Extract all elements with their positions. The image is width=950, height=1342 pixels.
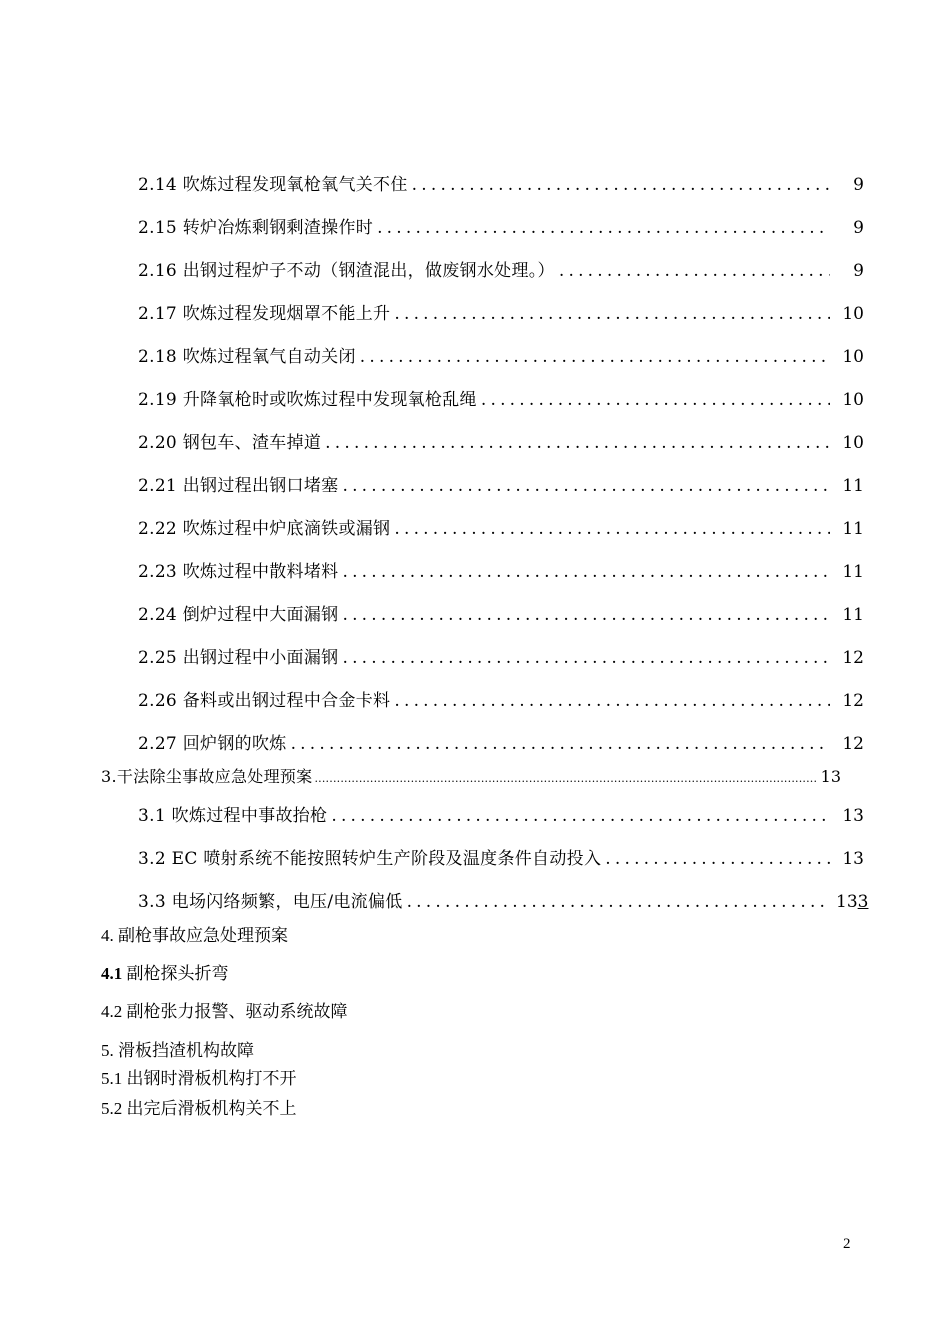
toc-leader-dots [342, 648, 830, 668]
toc-entry-label: 2.23 吹炼过程中散料堵料 [138, 562, 339, 582]
section-4-item-2: 4.2 副枪张力报警、驱动系统故障 [101, 1002, 348, 1021]
toc-entry-page: 12 [842, 691, 864, 711]
page-number: 2 [843, 1236, 851, 1252]
toc-entry-label: 3.1 吹炼过程中事故抬枪 [138, 806, 328, 826]
toc-entry-label: 2.19 升降氧枪时或吹炼过程中发现氧枪乱绳 [138, 390, 477, 410]
toc-entry[interactable] [138, 729, 864, 754]
toc-entry-page: 10 [842, 433, 864, 453]
toc-leader-dots [342, 605, 830, 625]
toc-entry[interactable] [138, 342, 864, 367]
toc-leader-dots [605, 849, 830, 869]
toc-section-page: 13 [820, 767, 841, 786]
toc-entry-page: 9 [853, 175, 864, 195]
toc-entry[interactable] [138, 213, 864, 238]
toc-leader-dots [407, 892, 830, 912]
toc-leader-dots [377, 218, 830, 238]
toc-entry[interactable] [138, 801, 864, 826]
toc-entry-label: 2.20 钢包车、渣车掉道 [138, 433, 322, 453]
toc-leader-dots [394, 304, 830, 324]
toc-entry-label: 2.21 出钢过程出钢口堵塞 [138, 476, 339, 496]
toc-entry[interactable] [138, 471, 864, 496]
section-4-item-1-num: 4.1 [101, 964, 123, 983]
toc-entry-label: 2.17 吹炼过程发现烟罩不能上升 [138, 304, 391, 324]
toc-section-label: 3.干法除尘事故应急处理预案 [101, 767, 313, 786]
toc-leader-dots [360, 347, 830, 367]
toc-leader-dots [481, 390, 830, 410]
toc-entry[interactable] [138, 557, 864, 582]
toc-entry[interactable] [138, 643, 864, 668]
toc-entry-page: 11 [842, 476, 864, 496]
section-5-item-1: 5.1 出钢时滑板机构打不开 [101, 1069, 297, 1088]
section-4-title: 4. 副枪事故应急处理预案 [101, 926, 288, 945]
toc-entry-page-extra: 3 [857, 892, 869, 912]
toc-entry-page: 12 [842, 734, 864, 754]
toc-entry-page: 11 [842, 605, 864, 625]
toc-entry[interactable] [138, 600, 864, 625]
toc-leader-dots [291, 734, 830, 754]
toc-entry[interactable] [138, 256, 864, 281]
toc-entry-label: 2.22 吹炼过程中炉底滴铁或漏钢 [138, 519, 391, 539]
toc-entry[interactable] [138, 299, 864, 324]
toc-entry-page: 11 [842, 562, 864, 582]
section-4-item-1-text: 副枪探头折弯 [122, 964, 229, 983]
toc-entry-page: 9 [853, 218, 864, 238]
toc-entry-label: 3.3 电场闪络频繁，电压/电流偏低 [138, 892, 403, 912]
toc-entry-label: 2.24 倒炉过程中大面漏钢 [138, 605, 339, 625]
toc-entry-label: 2.16 出钢过程炉子不动（钢渣混出，做废钢水处理。） [138, 261, 555, 281]
section-4-item-1 [101, 959, 229, 984]
toc-entry-page-main: 13 [836, 892, 858, 912]
toc-entry-label: 2.18 吹炼过程氧气自动关闭 [138, 347, 356, 367]
toc-leader-dots [559, 261, 830, 281]
toc-leader-dots [331, 806, 830, 826]
toc-entry-label: 2.15 转炉冶炼剩钢剩渣操作时 [138, 218, 374, 238]
toc-section-entry[interactable] [101, 764, 841, 787]
toc-leader-dots [412, 175, 830, 195]
toc-leader-dots [325, 433, 830, 453]
toc-leader-dots [342, 476, 830, 496]
toc-entry-label: 3.2 EC 喷射系统不能按照转炉生产阶段及温度条件自动投入 [138, 849, 602, 869]
toc-entry-page: 10 [842, 304, 864, 324]
toc-entry[interactable] [138, 514, 864, 539]
toc-entry-page: 11 [842, 519, 864, 539]
toc-entry-label: 2.25 出钢过程中小面漏钢 [138, 648, 339, 668]
toc-entry-label: 2.27 回炉钢的吹炼 [138, 734, 287, 754]
toc-entry-page: 10 [842, 347, 864, 367]
toc-entry[interactable] [138, 428, 864, 453]
toc-entry[interactable] [138, 686, 864, 711]
toc-entry-page: 10 [842, 390, 864, 410]
toc-leader-dots [342, 562, 830, 582]
toc-entry-page: 12 [842, 648, 864, 668]
section-5-item-2: 5.2 出完后滑板机构关不上 [101, 1099, 297, 1118]
section-5-title: 5. 滑板挡渣机构故障 [101, 1041, 254, 1060]
toc-entry-label: 2.14 吹炼过程发现氧枪氧气关不住 [138, 175, 408, 195]
toc-entry-page: 13 [842, 806, 864, 826]
toc-leader-dots [394, 519, 830, 539]
toc-entry[interactable] [138, 844, 864, 869]
toc-entry-page: 9 [853, 261, 864, 281]
toc-leader-dots [394, 691, 830, 711]
toc-entry-page: 13 [842, 849, 864, 869]
toc-entry-label: 2.26 备料或出钢过程中合金卡料 [138, 691, 391, 711]
toc-entry[interactable] [138, 385, 864, 410]
toc-entry[interactable] [138, 170, 864, 195]
toc-leader-dots [314, 772, 816, 785]
toc-entry[interactable] [138, 887, 869, 912]
toc-entry-page [836, 892, 869, 912]
